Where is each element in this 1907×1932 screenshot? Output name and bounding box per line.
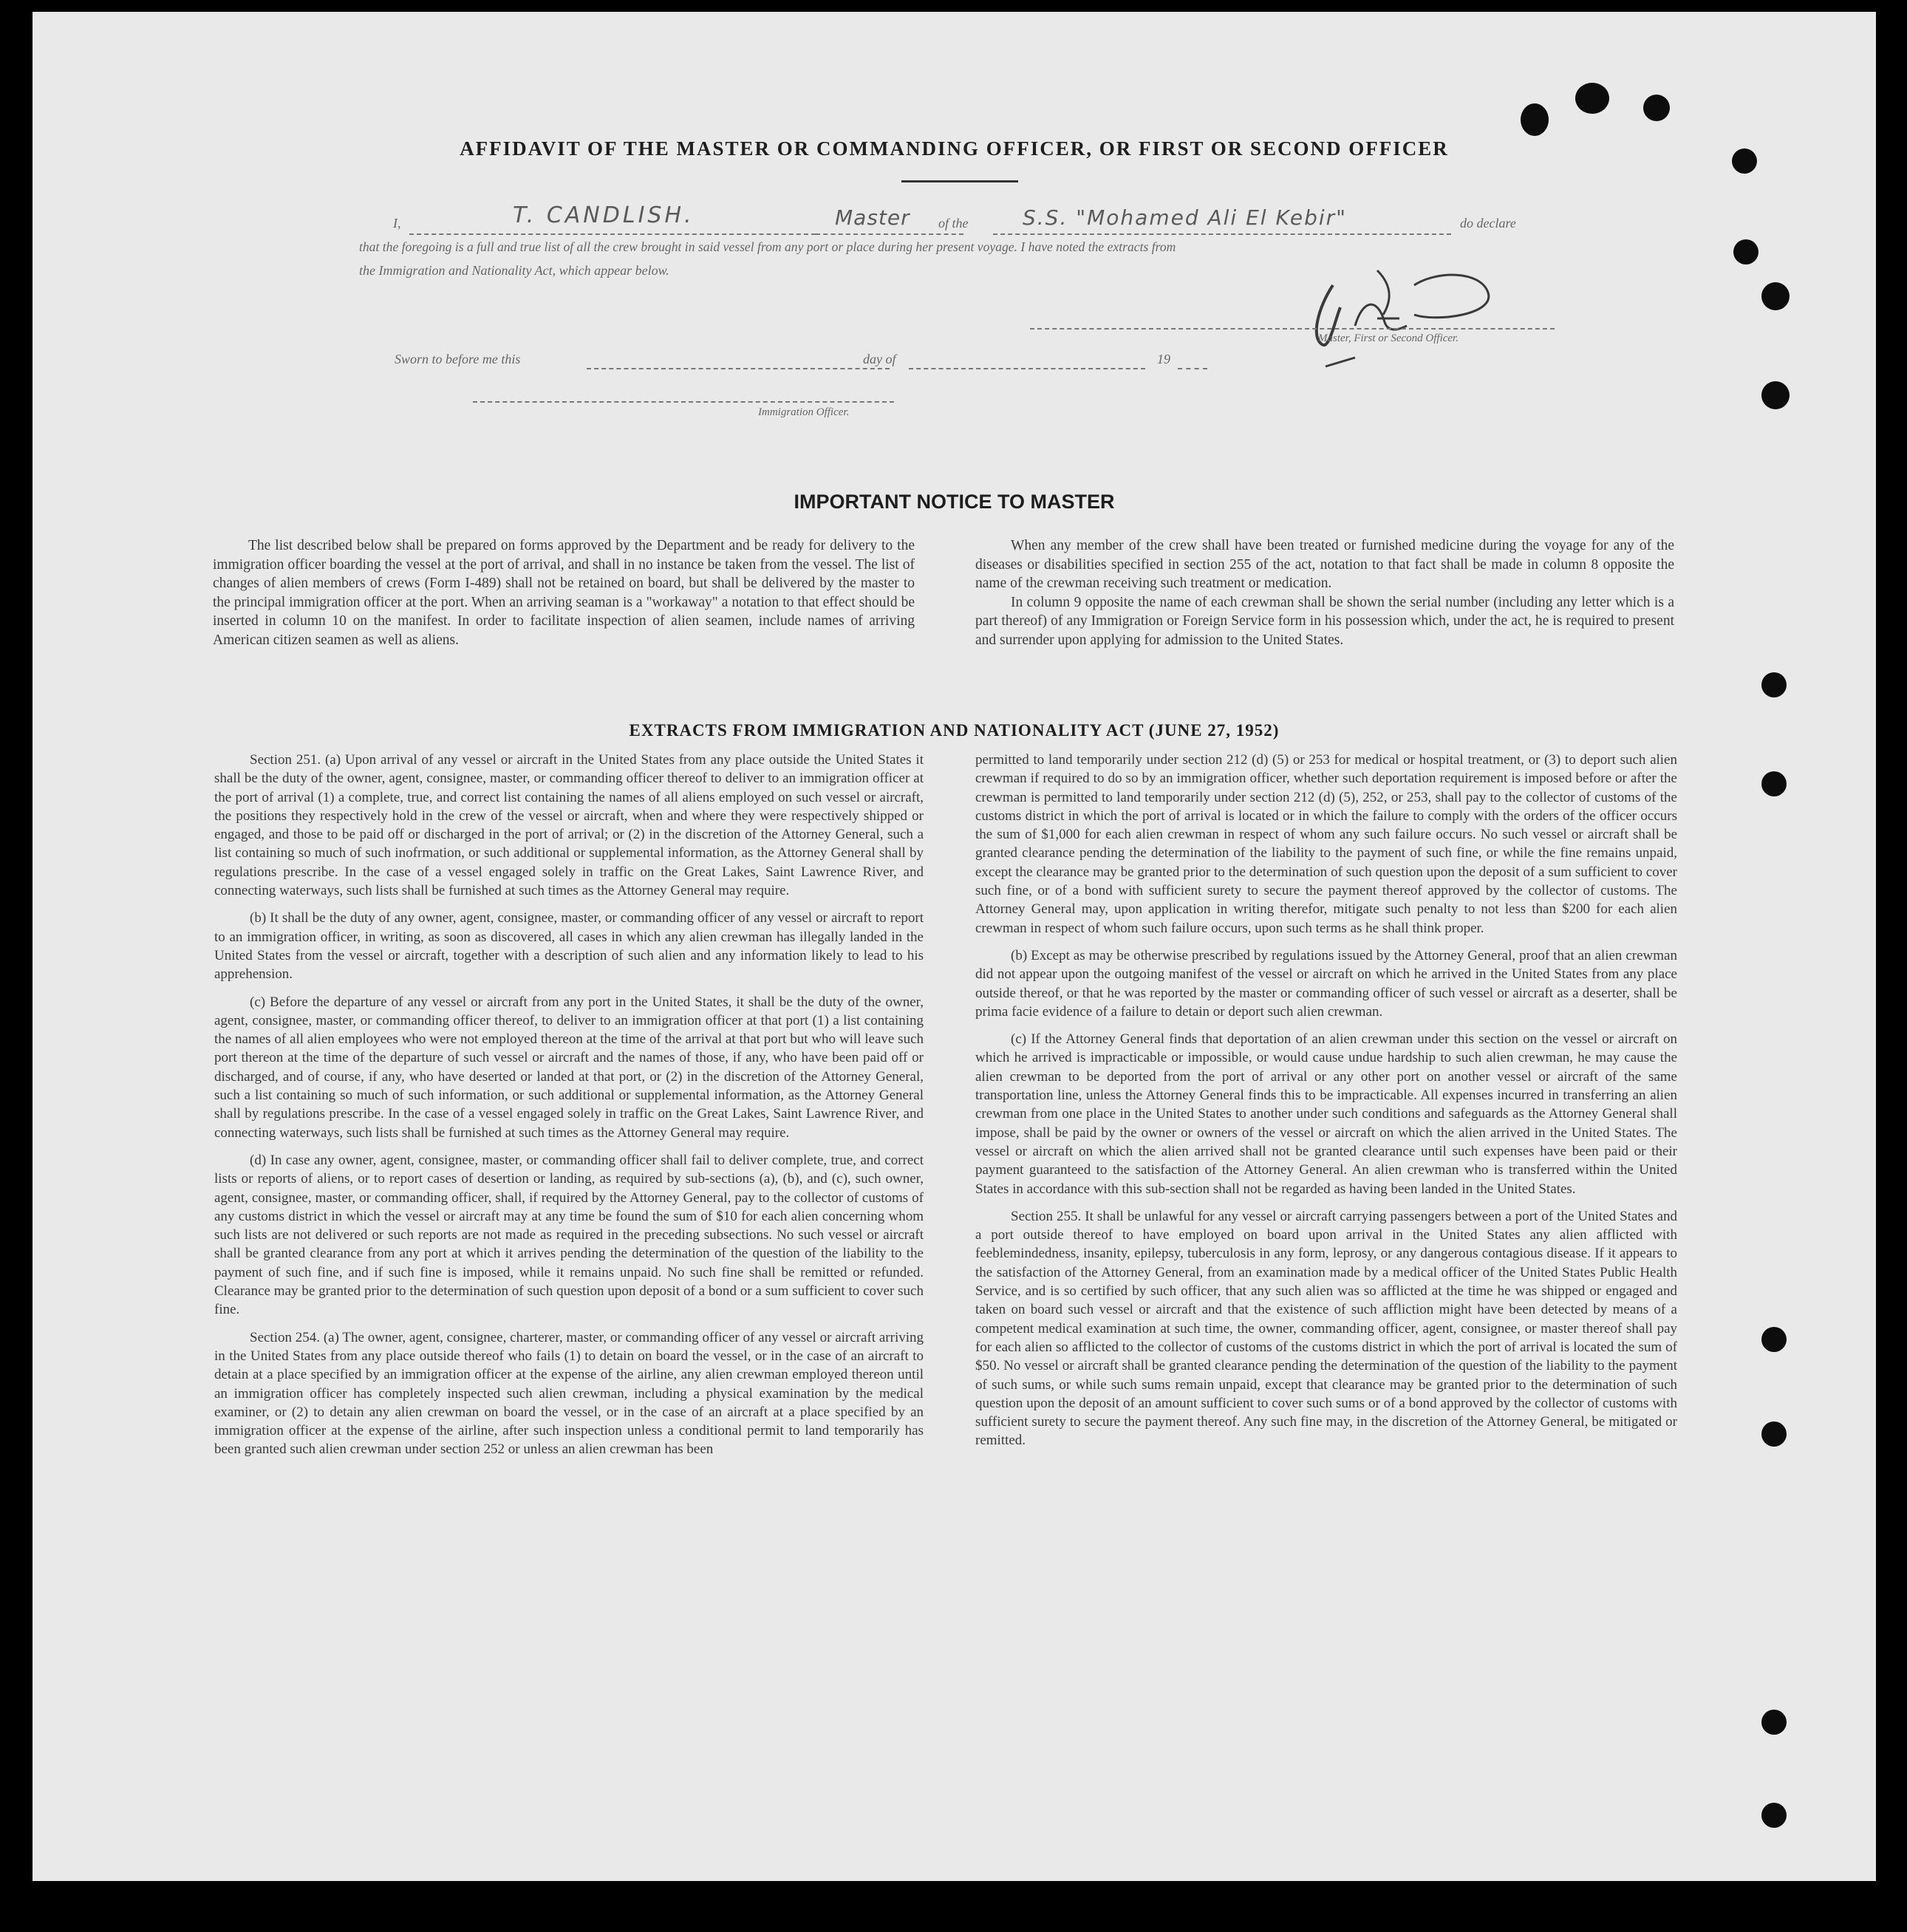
extracts-title: EXTRACTS FROM IMMIGRATION AND NATIONALITY ACT (JUNE 27, 1952) [629,721,1280,740]
punch-hole [1761,1710,1787,1735]
handwritten-name: T. CANDLISH. [513,202,695,228]
signature-caption: Master, First or Second Officer. [1318,332,1459,344]
year-blank [1178,368,1207,369]
section-254-c: (c) If the Attorney General finds that deportation of an alien crewman under this section on the vessel or aircraft on which he arrived is impracticable or impossible, or would cause undue hardship to such alien crewman, he may cause the alien crewman to be deported from the port of arrival or any other port on another vessel or aircraft of the same transportation line, unless the Attorney General finds this to be impracticable. All expenses incurred in transferring an alien crewman from one place in the United States to another under such conditions and safeguards as the Attorney General shall impose, shall be paid by the owner or owners of the vessel or aircraft on which the alien arrived in the United States. The vessel or aircraft on which the alien arrived shall not be granted clearance until such expenses have been paid or their payment guaranteed to the satisfaction of the Attorney General. An alien crewman who is transferred within the United States in accordance with this sub-section shall not be regarded as having been landed in the United States. [975,1031,1677,1197]
declaration-line-2: that the foregoing is a full and true list of all the crew brought in said vessel from any port or place during her present voyage. I have noted the extracts from [359,239,1176,254]
notice-left-column [213,536,915,655]
punch-hole [1761,1803,1787,1828]
sworn-day-blank [587,368,890,369]
signature-line [1030,328,1555,330]
extracts-right-column [975,751,1677,1459]
notice-right-column [975,536,1674,655]
notice-right-paragraph-1: When any member of the crew shall have been treated or furnished medicine during the voyage for any of the diseases or disabilities specified in section 255 of the act, notation to that fact shall be made in column 8 opposite the name of the crewman receiving such treatment or medication. [975,538,1674,591]
vessel-blank [993,233,1451,235]
section-254-a-continued: permitted to land temporarily under section 212 (d) (5) or 253 for medical or hospital treatment, or (3) to deport such alien crewman if required to do so by an immigration officer, whether such deportation requirement is imposed before or after the crewman is permitted to land temporarily under section 212 (d) (5), 252, or 253, shall pay to the collector of customs of the customs district in which the port of arrival is located or in which the failure to comply with the orders of the officer occurs the sum of $1,000 for each alien crewman in respect of whom any such failure occurs. No such vessel or aircraft shall be granted clearance pending the determination of the liability to the payment of such fine, or while the fine remains unpaid, except the clearance may be granted prior to the determination of such question upon the deposit of a sum sufficient to cover such fine, or of a bond with sufficient surety to secure the payment thereof approved by the collector of customs. The Attorney General may, upon application in writing therefor, mitigate such penalty to not less than $200 for each alien crewman in respect of whom such failure occurs, upon such terms as he shall think proper. [975,752,1677,936]
punch-hole [1761,1327,1787,1352]
officer-signature-line [473,401,894,403]
punch-hole [1761,1421,1787,1447]
section-251-a: Section 251. (a) Upon arrival of any vessel or aircraft in the United States from any place outside the United States it shall be the duty of the owner, agent, consignee, master, or commanding officer thereof to deliver to an immigration officer at the port of arrival (1) a complete, true, and correct list containing the names of all aliens employed on such vessel or aircraft, the positions they respectively hold in the crew of the vessel or aircraft, when and where they were respectively shipped or engaged, and those to be paid off or discharged in the port of arrival; or (2) in the discretion of the Attorney General, such a list containing so much of such inofrmation, or such additional or supplemental information, as the Attorney General shall by regulations prescribe. In the case of a vessel engaged solely in traffic on the Great Lakes, Saint Lawrence River, and connecting waterways, such lists shall be furnished at such times as the Attorney General may require. [214,752,924,899]
master-signature [1289,256,1510,374]
role-blank [816,233,963,235]
section-251-c: (c) Before the departure of any vessel or aircraft from any port in the United States, it shall be the duty of the owner, agent, consignee, master, or commanding officer thereof, to deliver to an immigration officer at that port (1) a list containing the names of all alien employees who were not employed thereon at the time of the arrival at that port but who will leave such port thereon at the time of the departure of such vessel or aircraft and the names of those, if any, who have been paid off or discharged, and of course, if any, who have deserted or landed at that port, or (2) in the discretion of the Attorney General, such a list containing so much of such information, or such additional or supplemental information, as the Attorney General shall by regulations prescribe. In the case of a vessel engaged solely in traffic on the Great Lakes, Saint Lawrence River, and connecting waterways, such lists shall be furnished at such times as the Attorney General may require. [214,994,924,1141]
punch-hole [1761,771,1787,796]
punch-hole [1643,95,1670,121]
handwritten-role: Master [835,205,910,230]
punch-hole [1732,149,1757,174]
section-251-b: (b) It shall be the duty of any owner, agent, consignee, master, or commanding officer of any vessel or aircraft to report to an immigration officer, in writing, as soon as discovered, all cases in which any alien crewman has illegally landed in the United States from the vessel or aircraft, together with a description of such alien and any information likely to lead to his apprehension. [214,910,924,983]
punch-hole [1733,239,1758,264]
document-page [33,12,1876,1881]
sworn-month-blank [909,368,1145,369]
section-254-a: Section 254. (a) The owner, agent, consignee, charterer, master, or commanding officer of any vessel or aircraft arriving in the United States from any place outside thereof who fails (1) to detain on board the vessel, or in the case of an aircraft to detain at a place specified by an immigration officer at the expense of the airline, any alien crewman employed thereon until an immigration officer has completely inspected such alien crewman, including a physical examination by the medical examiner, or (2) to detain any alien crewman on board the vessel, or in the case of an aircraft at a place specified by an immigration officer at the expense of the airline, after such inspection unless a conditional permit to land temporarily has been granted such alien crewman under section 252 or unless an alien crewman has been [214,1329,924,1458]
notice-right-paragraph-2: In column 9 opposite the name of each crewman shall be shown the serial number (including any letter which is a part thereof) of any Immigration or Foreign Service form in his possession which, under the act, he is required to present and surrender upon applying for admission to the United States. [975,594,1674,648]
of-the-label: of the [938,216,969,231]
section-255: Section 255. It shall be unlawful for any vessel or aircraft carrying passengers between a port of the United States and a port outside thereof to have employed on board upon arrival in the United States any alien afflicted with feeblemindedness, insanity, epilepsy, tuberculosis in any form, leprosy, or any dangerous contagious disease. If it appears to the satisfaction of the Attorney General, from an examination made by a medical officer of the United States Public Health Service, and is so certified by such officer, that any such alien was so afflicted at the time he was shipped or engaged and taken on board such vessel or aircraft and that the existence of such affliction might have been detected by means of a competent medical examination at such time, the owner, commanding officer, agent, consignee, or master thereof shall pay for each alien so afflicted to the collector of customs of the customs district in which the port of arrival is located the sum of $50. No vessel or aircraft shall be granted clearance pending the determination of the question of the liability to the payment of such sums, or while such sums remain unpaid, except that clearance may be granted prior to the determination of such question upon the deposit of an amount sufficient to cover such sums or of a bond approved by the collector of customs with sufficient surety to secure the payment thereof. Any such fine may, in the discretion of the Attorney General, be mitigated or remitted. [975,1208,1677,1449]
declare-label: do declare [1460,216,1516,231]
punch-hole [1575,83,1609,114]
title-rule [901,180,1018,182]
day-of-label: day of [863,352,896,366]
section-251-d: (d) In case any owner, agent, consignee, master, or commanding officer shall fail to deliver complete, true, and correct lists or reports of aliens, or to report cases of desertion or landing, as required by sub-sections (a), (b), and (c), such owner, agent, consignee, master, or commanding officer, shall, if required by the Attorney General, pay to the collector of customs of any customs district in which the vessel or aircraft may at any time be found the sum of $10 for each alien concerning whom such lists are not delivered or such reports are not made as required in the preceding subsections. No such vessel or aircraft shall be granted clearance from any port at which it arrives pending the determination of the question of the liability to the payment of such fine, and if such fine is imposed, while it remains unpaid. No such fine shall be remitted or refunded. Clearance may be granted prior to the determination of such question upon deposit of a bond or a sum sufficient to cover such fine. [214,1152,924,1318]
declaration-line-3: the Immigration and Nationality Act, which appear below. [359,263,669,278]
sworn-prefix: Sworn to before me this [395,352,521,366]
declaration-prefix: I, [393,216,401,231]
affidavit-title: AFFIDAVIT OF THE MASTER OR COMMANDING OFFICER, OR FIRST OR SECOND OFFICER [460,137,1449,160]
extracts-left-column [214,751,924,1468]
section-254-b: (b) Except as may be otherwise prescribed by regulations issued by the Attorney General, proof that an alien crewman did not appear upon the outgoing manifest of the vessel or aircraft on which he arrived in the United States from any place outside thereof, or that he was reported by the master or commanding officer of such vessel or aircraft as a deserter, shall be prima facie evidence of a failure to detain or deport such alien crewman. [975,947,1677,1020]
officer-caption: Immigration Officer. [758,406,850,418]
name-blank [409,233,816,235]
punch-hole [1761,282,1790,310]
punch-hole [1761,672,1787,697]
notice-title: IMPORTANT NOTICE TO MASTER [794,491,1115,513]
notice-left-paragraph: The list described below shall be prepared on forms approved by the Department and be ready for delivery to the immigration officer boarding the vessel at the port of arrival, and shall in no instance be taken from the vessel. The list of changes of alien members of crews (Form I-489) shall not be retained on board, but shall be delivered by the master to the principal immigration officer at the port. When an arriving seaman is a "workaway" a notation to that effect should be inserted in column 10 on the manifest. In order to facilitate inspection of alien seamen, include names of arriving American citizen seamen as well as aliens. [213,538,915,648]
year-label: 19 [1157,352,1170,366]
punch-hole [1761,381,1790,409]
punch-hole [1521,103,1549,136]
handwritten-vessel: S.S. "Mohamed Ali El Kebir" [1023,205,1348,230]
